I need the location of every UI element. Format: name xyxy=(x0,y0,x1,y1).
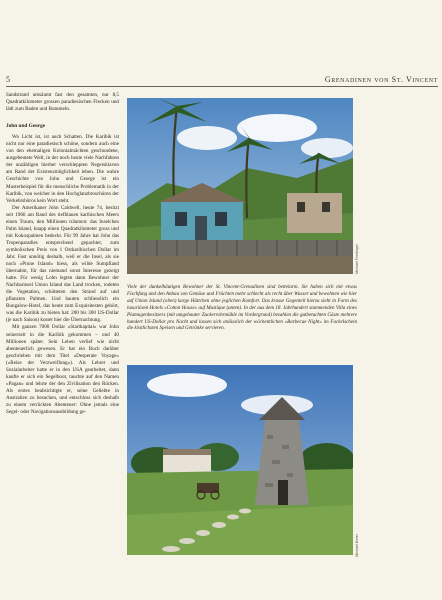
photo-union-island-house xyxy=(127,98,353,274)
body-paragraph: Der Amerikaner John Caldwell, heute 74, besitzt seit 1966 am Rand des tiefblauen karibischen Meers einen Traum, den Millionen träumen: das Inselchen Palm Island, knapp einen Quadratkilometer gross und mit Kokospalmen bedeckt. Für 99 Jahre hat John das Tropenparadies entsprechend gepachtet, zum symbolischen Preis von 1 Ostkaribischen Dollar im Jahr. Fast unnötig deshalb, weil er die Insel, als sie noch «Prune Island» hiess, als wilde Sumpfland übernahm, für das niemand sonst Interesse gezeigt hatte. Für wenig Lohn legten dann Bewohner der Nachbarinsel Union Island das Land trocken, rodeten die Vegetation, schütteten den Strand auf und pflanzten Palmen. Und bauten schliesslich ein Bungalow-Hotel, das heute zum Exquisitesten gehört, was die Karibik zu bieten hat: 200 bis 300 US-Dollar (je nach Saison) kostet hier die Übernachtung. xyxy=(6,204,119,324)
photo-cotton-house-windmill-image xyxy=(127,365,353,555)
section-heading: John und George xyxy=(6,123,46,130)
running-title: Grenadinen von St. Vincent xyxy=(324,75,438,84)
photo-caption: Viele der dunkelhäutigen Bewohner der St. Vincent-Grenadinen sind bettelarm. Sie haben sich mit etwas Fischfang und den Anbau von Gemüse und Früchten mehr schlecht als recht über Wasser und bewohnen wie hier auf Union Island (oben) karge Hüttchen ohne jeglichen Komfort. Das krasse Gegenteil hierzu sieht in Form des luxuriösen Hotels «Cotton House» auf Mustique (unten). In der aus dem 18. Jahrhundert stammenden Villa eines Plantagenbesitzers (mit umgebauter Zuckerrohrmühle im Vordergrund) bezahlen die gutbetuchten Gäste mehrere hundert US-Dollar pro Nacht und lassen sich anlässlich der wöchentlichen «Barbecue Night» im Fackelschein die köstlichsten Speisen und Getränke servieren. xyxy=(127,284,357,332)
photo-credit-1: Michael Friedinger xyxy=(355,244,359,274)
intro-paragraph: Sandstrand umsäumt fast den gesamten, nur 8,5 Quadratkilometer grossen paradiesischen Flecken und lädt zum Baden und Bummeln. xyxy=(6,92,119,113)
photo-cotton-house-windmill xyxy=(127,365,353,555)
body-paragraph: Wo Licht ist, ist auch Schatten. Die Karibik ist nicht nur eine paradiesisch schöne, sondern auch eine von den ehemaligen Kolonialmächten geschundene, ausgebeutete Welt, in der noch heute viele Nachfahren der unzähligen hierher verschleppten Negersklaven am Rand der Existenzmöglichkeit leben. Die wahre Geschichte von John und George ist ein Musterbeispiel für die menschliche Problematik in der Karibik, von welcher in den Hochglanzbroschüren der Verkehrsbüros kein Wort steht. xyxy=(6,134,119,204)
header-rule xyxy=(6,86,438,87)
article-column xyxy=(6,92,119,416)
page-number: 5 xyxy=(6,75,10,84)
body-paragraph: Mit ganzen 7000 Dollar «Startkapital» war John seinerzeit in die Karibik gekommen – und 40 Millionen später. Sein Leben verlief wie nicht abenteuerlich gewesen. Er hat ein Buch darüber geschrieben mit dem Titel «Desperate Voyage» («Reise der Verzweiflung»). Als Lehrer und Sozialarbeiter hatte er in den USA gearbeitet, dann kaufte er sich ein Segelboot, tauchte auf den Namen «Pagan» und lehrte der den Zivilisation den Rücken. Als erstes beabsichtigte er, seine Geliebte in Australien zu besuchen, und entschloss sich deshalb zu einem verrückten Abenteuer: Ohne jemals eine Segel- oder Navigationsausbildung ge- xyxy=(6,324,119,416)
photo-union-island-house-image xyxy=(127,98,353,274)
photo-credit-2: Michael Bieler xyxy=(355,534,359,557)
